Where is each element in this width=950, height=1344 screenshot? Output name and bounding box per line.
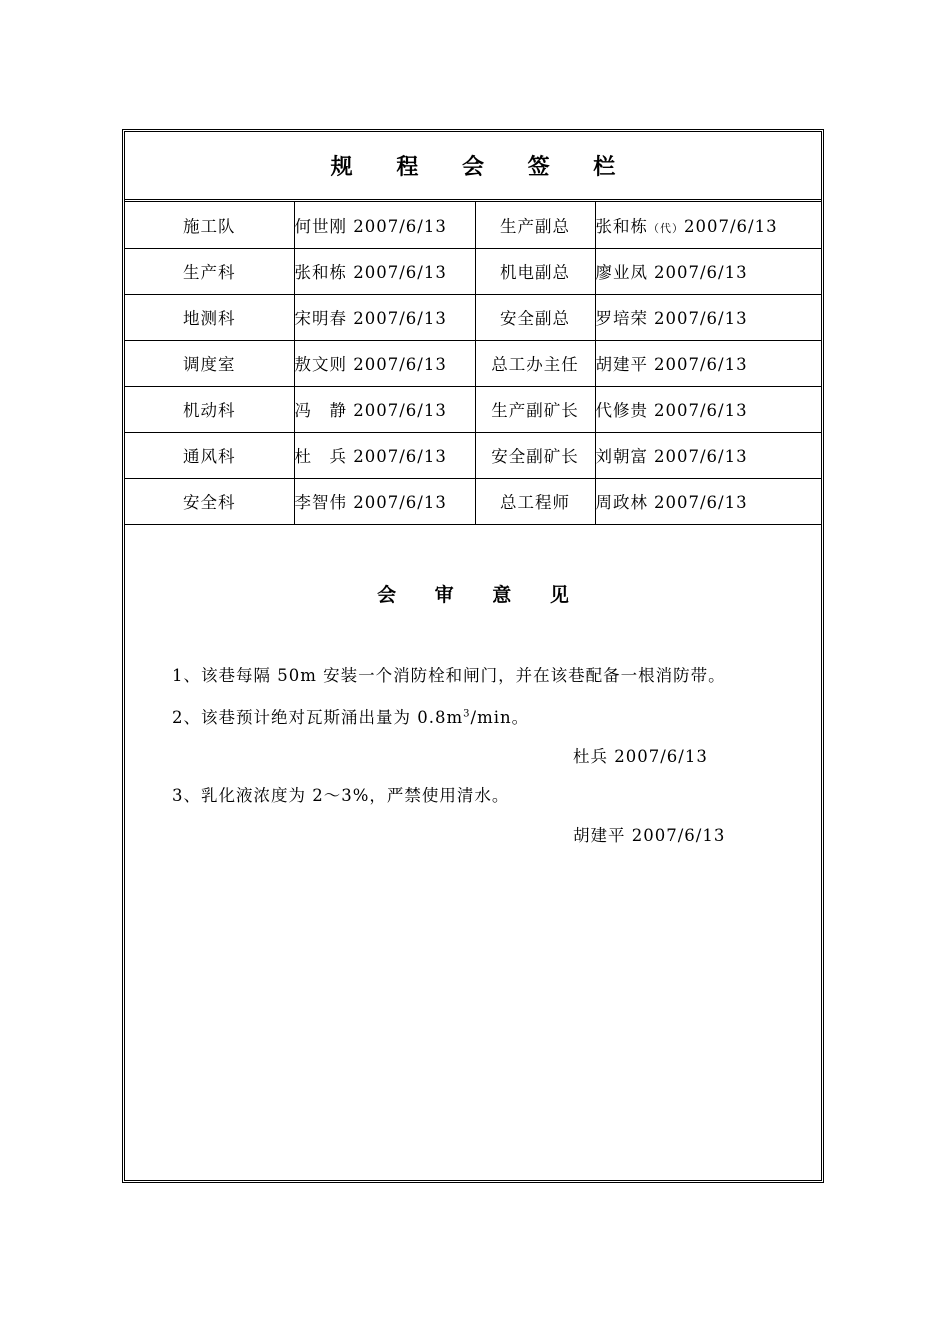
- role-cell: 总工程师: [475, 478, 595, 524]
- signer-name: 廖业凤: [595, 263, 648, 282]
- signer-name: 周政林: [595, 493, 648, 512]
- review-signature-2: 胡建平 2007/6/13: [573, 826, 726, 845]
- sign-date: 2007/6/13: [654, 309, 748, 328]
- dept-cell: 生产科: [125, 248, 294, 294]
- signature-cell: 杜 兵 2007/6/13: [294, 432, 475, 478]
- sign-date: 2007/6/13: [684, 216, 778, 236]
- dept-cell: 机动科: [125, 386, 294, 432]
- signature-cell: 李智伟 2007/6/13: [294, 478, 475, 524]
- signature-cell: 宋明春 2007/6/13: [294, 294, 475, 340]
- role-cell: 机电副总: [475, 248, 595, 294]
- role-cell: 安全副总: [475, 294, 595, 340]
- dept-cell: 通风科: [125, 432, 294, 478]
- table-row: [125, 478, 821, 524]
- dept-cell: 地测科: [125, 294, 294, 340]
- signature-cell-2: [595, 248, 821, 294]
- review-item-2: [172, 704, 529, 728]
- form-title: 规 程 会 签 栏: [330, 154, 634, 180]
- table-row: [125, 386, 821, 432]
- role-cell: 生产副矿长: [475, 386, 595, 432]
- signature-table: [125, 202, 821, 525]
- signature-cell-2: [595, 478, 821, 524]
- signature-cell-2: [595, 202, 821, 248]
- review-item-2-unit: /min。: [470, 708, 530, 727]
- table-row: [125, 202, 821, 248]
- proxy-note: （代）: [648, 221, 684, 235]
- signature-cell: 何世刚 2007/6/13: [294, 202, 475, 248]
- review-title: 会 审 意 见: [377, 584, 585, 606]
- table-row: [125, 248, 821, 294]
- sign-date: 2007/6/13: [654, 447, 748, 466]
- sign-date: 2007/6/13: [654, 493, 748, 512]
- signature-cell-2: [595, 432, 821, 478]
- signature-cell-2: [595, 386, 821, 432]
- sign-date: 2007/6/13: [654, 401, 748, 420]
- table-row: [125, 340, 821, 386]
- role-cell: 生产副总: [475, 202, 595, 248]
- table-row: [125, 294, 821, 340]
- signer-name: 罗培荣: [595, 309, 648, 328]
- signer-name: 刘朝富: [595, 447, 648, 466]
- review-signature-1: 杜兵 2007/6/13: [573, 747, 708, 766]
- signature-cell-2: [595, 294, 821, 340]
- review-item-2-text: 2、该巷预计绝对瓦斯涌出量为 0.8m: [172, 708, 464, 727]
- signer-name: 代修贵: [595, 401, 648, 420]
- dept-cell: 安全科: [125, 478, 294, 524]
- sign-date: 2007/6/13: [654, 355, 748, 374]
- dept-cell: 施工队: [125, 202, 294, 248]
- signature-cell: 敖文则 2007/6/13: [294, 340, 475, 386]
- signature-cell: 张和栋 2007/6/13: [294, 248, 475, 294]
- review-item-1: 1、该巷每隔 50m 安装一个消防栓和闸门，并在该巷配备一根消防带。: [172, 666, 726, 685]
- role-cell: 总工办主任: [475, 340, 595, 386]
- role-cell: 安全副矿长: [475, 432, 595, 478]
- signer-name: 胡建平: [595, 355, 648, 374]
- sign-date: 2007/6/13: [654, 263, 748, 282]
- dept-cell: 调度室: [125, 340, 294, 386]
- table-row: [125, 432, 821, 478]
- signoff-form: [122, 129, 824, 1183]
- signature-cell-2: [595, 340, 821, 386]
- superscript-3: 3: [463, 708, 471, 720]
- signer-name: 张和栋: [595, 216, 648, 236]
- signature-cell: 冯 静 2007/6/13: [294, 386, 475, 432]
- title-row: [125, 132, 821, 202]
- review-item-3: 3、乳化液浓度为 2～3%，严禁使用清水。: [172, 786, 510, 805]
